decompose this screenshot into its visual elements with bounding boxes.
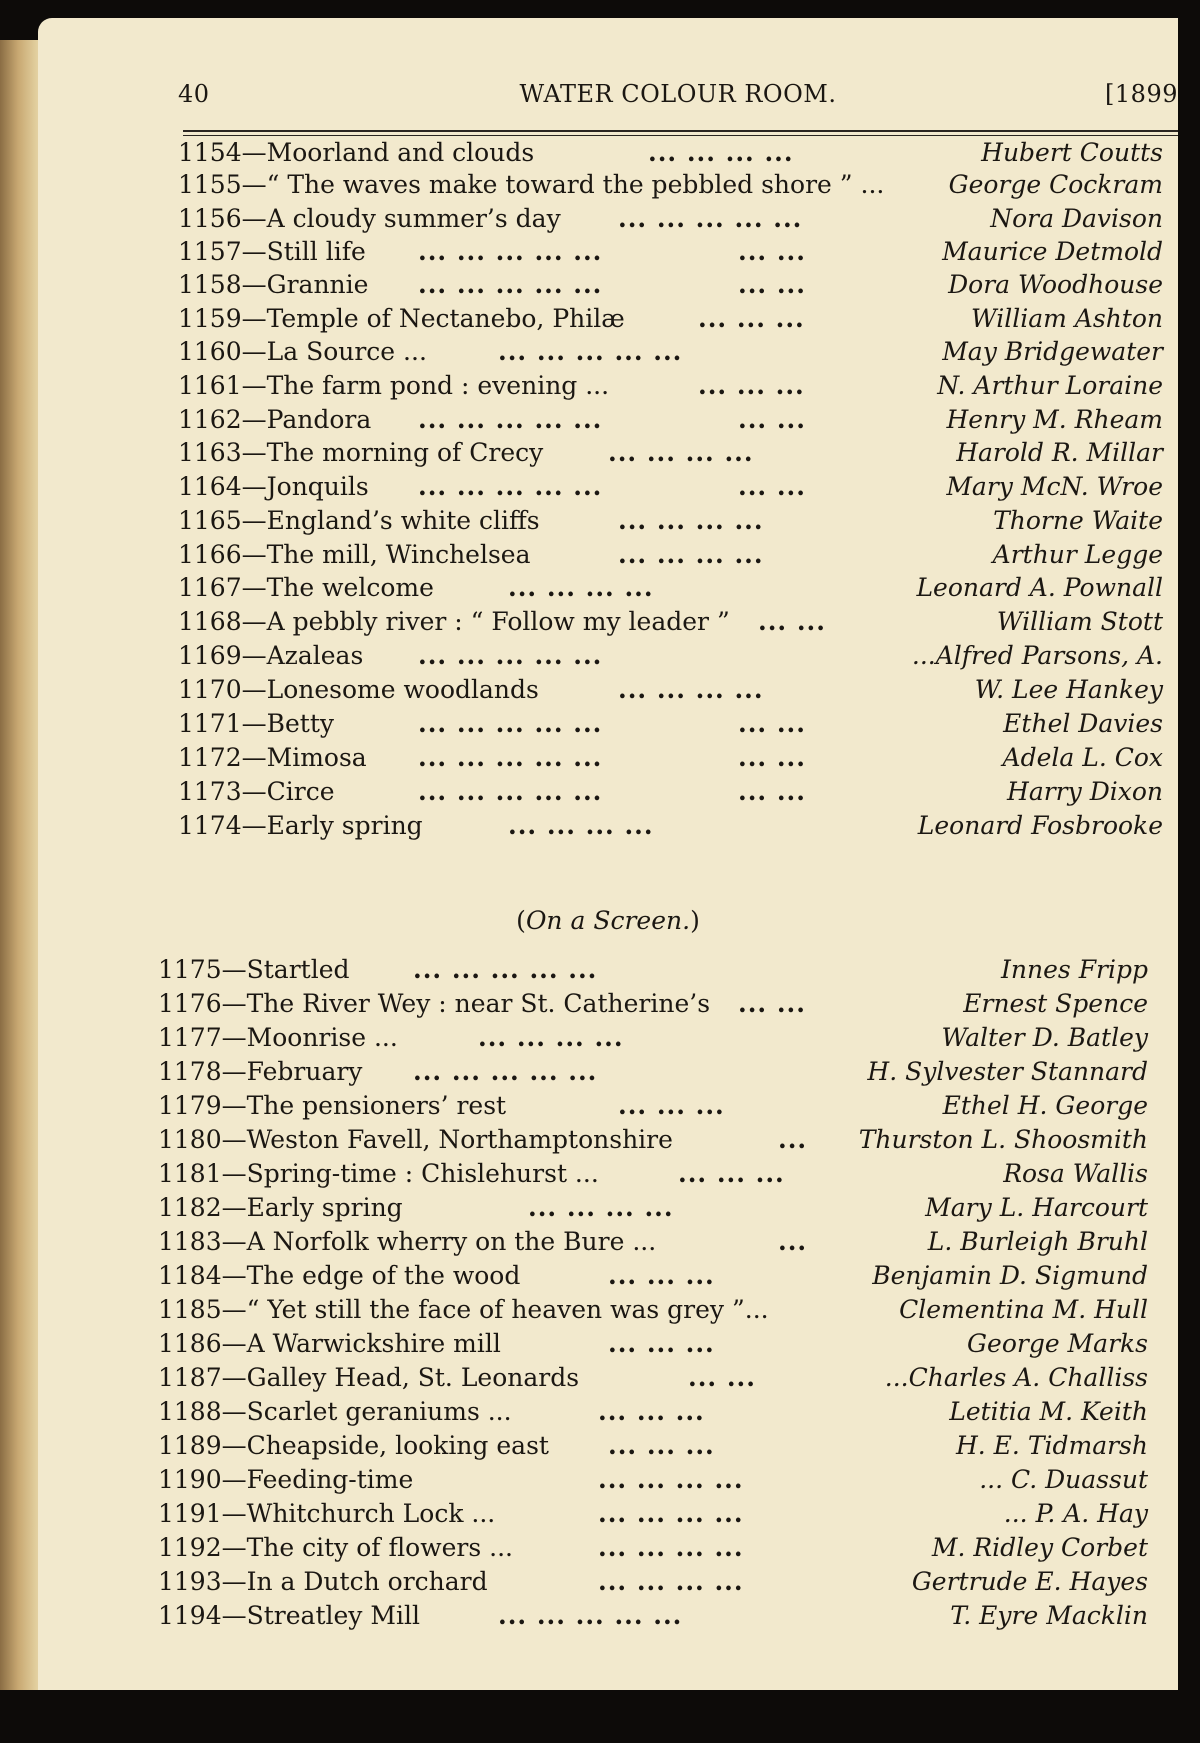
- section-title: WATER COLOUR ROOM.: [519, 80, 837, 108]
- catalogue-entry: 1183—A Norfolk wherry on the Bure ... ... L. Burleigh Bruhl: [158, 1227, 1148, 1256]
- catalogue-entry: 1159—Temple of Nectanebo, Philæ ... ... ... William Ashton: [178, 304, 1163, 333]
- catalogue-entry: 1186—A Warwickshire mill ... ... ... George Marks: [158, 1329, 1148, 1358]
- catalogue-entry: 1191—Whitchurch Lock ... ... ... ... ... ... P. A. Hay: [158, 1499, 1148, 1528]
- catalogue-entry: 1181—Spring-time : Chislehurst ... ... ... ... Rosa Wallis: [158, 1159, 1148, 1188]
- catalogue-entry: 1189—Cheapside, looking east ... ... ... H. E. Tidmarsh: [158, 1431, 1148, 1460]
- catalogue-entry: 1169—Azaleas ... ... ... ... ... ...Alfred Parsons, A.: [178, 641, 1163, 670]
- catalogue-entry: 1158—Grannie ... ... ... ... ... ... ... Dora Woodhouse: [178, 270, 1163, 299]
- catalogue-entry: 1167—The welcome ... ... ... ... Leonard A. Pownall: [178, 573, 1163, 602]
- catalogue-entry: 1178—February ... ... ... ... ... H. Sylvester Stannard: [158, 1057, 1148, 1086]
- catalogue-entry: 1163—The morning of Crecy ... ... ... ... Harold R. Millar: [178, 438, 1163, 467]
- year-label: [1899: [1105, 80, 1178, 108]
- catalogue-entry: 1184—The edge of the wood ... ... ... Benjamin D. Sigmund: [158, 1261, 1148, 1290]
- catalogue-entry: 1154—Moorland and clouds ... ... ... ... Hubert Coutts: [178, 138, 1163, 167]
- catalogue-entry: 1155—“ The waves make toward the pebbled shore ” ... George Cockram: [178, 170, 1163, 199]
- catalogue-entry: 1192—The city of flowers ... ... ... ... ... M. Ridley Corbet: [158, 1533, 1148, 1562]
- catalogue-entry: 1162—Pandora ... ... ... ... ... ... ... Henry M. Rheam: [178, 405, 1163, 434]
- catalogue-entry: 1168—A pebbly river : “ Follow my leader ” ... ... William Stott: [178, 607, 1163, 636]
- catalogue-entry: 1170—Lonesome woodlands ... ... ... ... W. Lee Hankey: [178, 675, 1163, 704]
- catalogue-entry: 1185—“ Yet still the face of heaven was grey ”... Clementina M. Hull: [158, 1295, 1148, 1324]
- page-number: 40: [178, 80, 210, 108]
- catalogue-entry: 1173—Circe ... ... ... ... ... ... ... Harry Dixon: [178, 777, 1163, 806]
- catalogue-entry: 1193—In a Dutch orchard ... ... ... ... Gertrude E. Hayes: [158, 1567, 1148, 1596]
- catalogue-entry: 1175—Startled ... ... ... ... ... Innes Fripp: [158, 955, 1148, 984]
- catalogue-entry: 1171—Betty ... ... ... ... ... ... ... Ethel Davies: [178, 709, 1163, 738]
- catalogue-entry: 1165—England’s white cliffs ... ... ... ... Thorne Waite: [178, 506, 1163, 535]
- catalogue-entry: 1194—Streatley Mill ... ... ... ... ... T. Eyre Macklin: [158, 1601, 1148, 1630]
- book-shadow: [0, 1690, 1200, 1743]
- catalogue-entry: 1188—Scarlet geraniums ... ... ... ... Letitia M. Keith: [158, 1397, 1148, 1426]
- catalogue-entry: 1156—A cloudy summer’s day ... ... ... ... ... Nora Davison: [178, 204, 1163, 233]
- header-rule: [183, 130, 1178, 132]
- catalogue-entry: 1157—Still life ... ... ... ... ... ... ... Maurice Detmold: [178, 237, 1163, 266]
- running-header: [178, 80, 1178, 120]
- catalogue-entry: 1187—Galley Head, St. Leonards ... ... ...Charles A. Challiss: [158, 1363, 1148, 1392]
- catalogue-entry: 1164—Jonquils ... ... ... ... ... ... ... Mary McN. Wroe: [178, 472, 1163, 501]
- catalogue-entry: 1179—The pensioners’ rest ... ... ... Ethel H. George: [158, 1091, 1148, 1120]
- catalogue-entry: 1160—La Source ... ... ... ... ... ... May Bridgewater: [178, 337, 1163, 366]
- catalogue-entry: 1180—Weston Favell, Northamptonshire ... Thurston L. Shoosmith: [158, 1125, 1148, 1154]
- catalogue-entry: 1174—Early spring ... ... ... ... Leonard Fosbrooke: [178, 811, 1163, 840]
- header-rule-thin: [183, 135, 1178, 136]
- catalogue-entry: 1177—Moonrise ... ... ... ... ... Walter D. Batley: [158, 1023, 1148, 1052]
- catalogue-entry: 1172—Mimosa ... ... ... ... ... ... ... Adela L. Cox: [178, 743, 1163, 772]
- screen-heading: (On a Screen.): [516, 906, 700, 935]
- catalogue-entry: 1182—Early spring ... ... ... ... Mary L. Harcourt: [158, 1193, 1148, 1222]
- catalogue-entry: 1190—Feeding-time ... ... ... ... ... C. Duassut: [158, 1465, 1148, 1494]
- book-page: [38, 18, 1178, 1708]
- catalogue-entry: 1161—The farm pond : evening ... ... ... ... N. Arthur Loraine: [178, 371, 1163, 400]
- catalogue-entry: 1176—The River Wey : near St. Catherine’s ... ... Ernest Spence: [158, 989, 1148, 1018]
- catalogue-entry: 1166—The mill, Winchelsea ... ... ... ... Arthur Legge: [178, 540, 1163, 569]
